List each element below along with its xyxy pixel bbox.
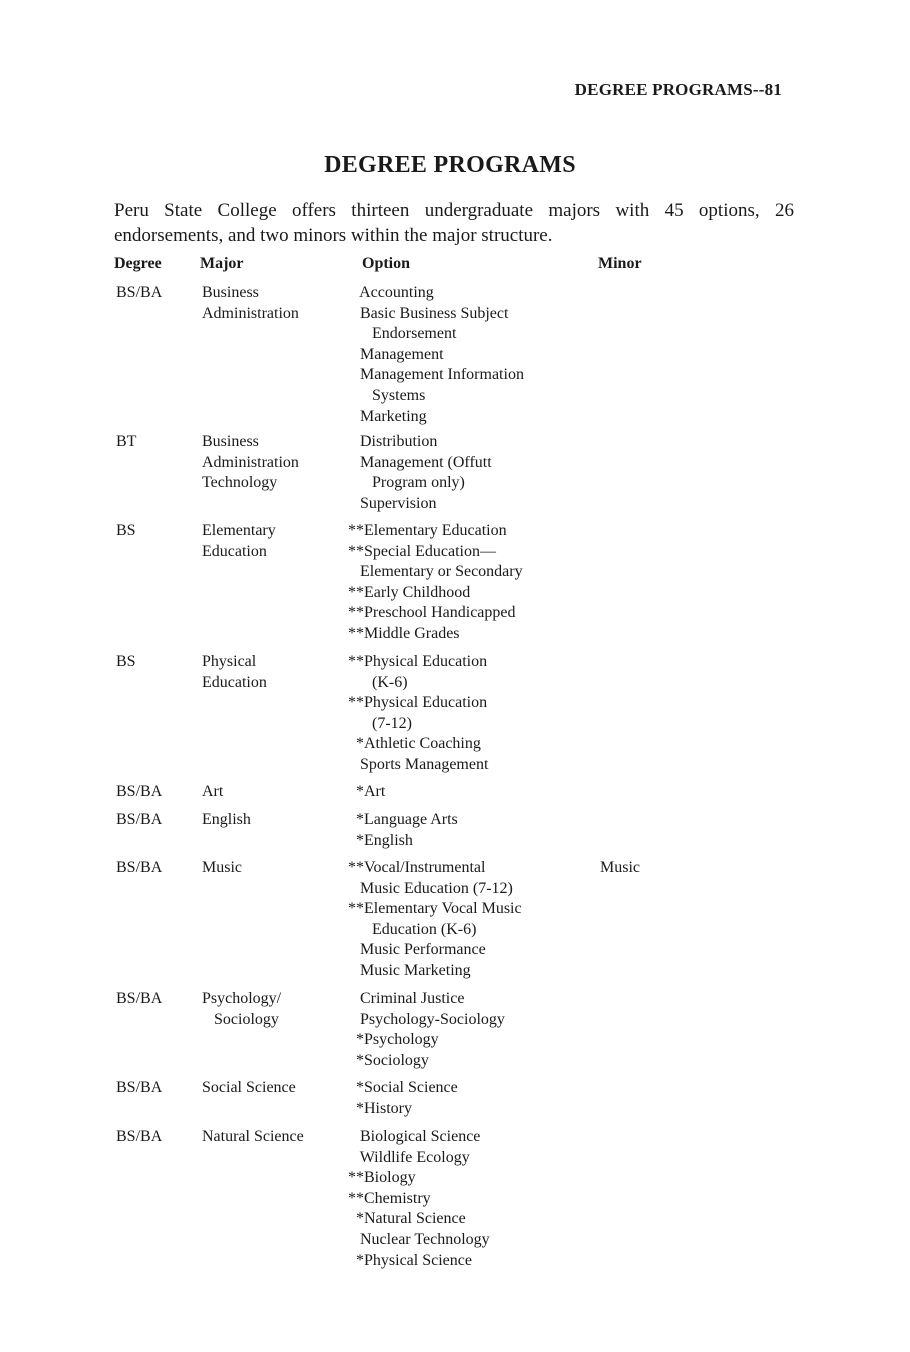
major-line: Technology xyxy=(202,474,278,492)
column-header-minor: Minor xyxy=(598,255,642,272)
major-cell xyxy=(202,432,299,494)
option-line: *Sociology xyxy=(348,1051,429,1069)
major-line: Education xyxy=(202,542,267,560)
minor-cell: Music xyxy=(600,859,640,876)
major-line: Business xyxy=(202,284,259,301)
option-line: **Early Childhood xyxy=(348,583,471,601)
major-line: Sociology xyxy=(202,1010,279,1028)
option-cell xyxy=(348,858,522,982)
major-line: Business xyxy=(202,433,259,450)
option-cell xyxy=(348,989,505,1071)
option-line: *English xyxy=(348,831,413,849)
major-line: Administration xyxy=(202,453,299,471)
degree-cell: BS xyxy=(116,522,136,539)
major-cell xyxy=(202,652,267,693)
option-line: Sports Management xyxy=(348,755,489,773)
major-cell xyxy=(202,810,251,831)
option-line: **Vocal/Instrumental xyxy=(348,859,486,876)
degree-cell: BS/BA xyxy=(116,284,163,301)
option-cell xyxy=(348,283,524,427)
option-cell xyxy=(348,810,458,851)
degree-cell: BS/BA xyxy=(116,1079,163,1096)
option-line: Marketing xyxy=(348,407,427,425)
option-cell xyxy=(348,432,492,514)
option-line: Education (K-6) xyxy=(348,920,477,938)
major-line: English xyxy=(202,811,251,828)
major-cell xyxy=(202,858,242,879)
option-line: *Physical Science xyxy=(348,1251,472,1269)
option-line: *Psychology xyxy=(348,1031,439,1049)
major-line: Administration xyxy=(202,304,299,322)
major-cell xyxy=(202,521,276,562)
option-cell xyxy=(348,521,523,645)
major-line: Music xyxy=(202,859,242,876)
column-header-degree: Degree xyxy=(114,255,162,272)
option-line: Accounting xyxy=(348,284,434,301)
option-line: Supervision xyxy=(348,494,437,512)
option-line: (K-6) xyxy=(348,673,408,691)
option-line: **Preschool Handicapped xyxy=(348,604,516,622)
option-line: *Social Science xyxy=(348,1079,458,1096)
option-line: Management (Offutt xyxy=(348,453,492,471)
option-line: **Biology xyxy=(348,1169,416,1187)
option-line: **Physical Education xyxy=(348,653,488,670)
major-line: Psychology/ xyxy=(202,990,282,1007)
option-line: Music Marketing xyxy=(348,961,471,979)
option-line: Music Performance xyxy=(348,941,486,959)
option-line: Management xyxy=(348,345,444,363)
option-line: **Elementary Vocal Music xyxy=(348,900,522,918)
option-line: Basic Business Subject xyxy=(348,304,509,322)
option-line: **Chemistry xyxy=(348,1189,431,1207)
major-cell xyxy=(202,1078,296,1099)
degree-cell: BS/BA xyxy=(116,1128,163,1145)
major-line: Education xyxy=(202,673,267,691)
option-line: *Language Arts xyxy=(348,811,458,828)
degree-cell: BS/BA xyxy=(116,859,163,876)
option-line: Psychology-Sociology xyxy=(348,1010,505,1028)
major-cell xyxy=(202,283,299,324)
option-line: Criminal Justice xyxy=(348,990,465,1007)
degree-cell: BS/BA xyxy=(116,811,163,828)
option-line: *Athletic Coaching xyxy=(348,735,481,753)
option-line: **Physical Education xyxy=(348,694,488,712)
option-line: Biological Science xyxy=(348,1128,481,1145)
major-line: Physical xyxy=(202,653,257,670)
option-line: Wildlife Ecology xyxy=(348,1148,470,1166)
option-line: Endorsement xyxy=(348,325,457,343)
option-line: **Elementary Education xyxy=(348,522,507,539)
option-cell xyxy=(348,1127,490,1271)
option-line: **Middle Grades xyxy=(348,624,460,642)
option-line: Program only) xyxy=(348,474,465,492)
major-line: Social Science xyxy=(202,1079,296,1096)
option-line: Music Education (7-12) xyxy=(348,879,513,897)
option-line: Systems xyxy=(348,386,426,404)
major-cell xyxy=(202,989,281,1030)
major-cell xyxy=(202,782,223,803)
running-head: DEGREE PROGRAMS--81 xyxy=(574,80,782,99)
option-line: Management Information xyxy=(348,366,524,384)
option-line: (7-12) xyxy=(348,714,412,732)
page-title: DEGREE PROGRAMS xyxy=(324,152,576,178)
major-cell xyxy=(202,1127,304,1148)
degree-cell: BS/BA xyxy=(116,783,163,800)
option-line: Nuclear Technology xyxy=(348,1230,490,1248)
option-cell xyxy=(348,1078,458,1119)
option-cell xyxy=(348,782,385,803)
intro-paragraph: Peru State College offers thirteen undergraduate majors with 45 options, 26 endorsements, and two minors within the major structure. xyxy=(114,200,794,246)
option-line: **Special Education— xyxy=(348,542,496,560)
option-line: *Art xyxy=(348,783,386,800)
column-header-option: Option xyxy=(362,255,411,272)
column-header-major: Major xyxy=(200,255,244,272)
option-cell xyxy=(348,652,488,776)
degree-cell: BS/BA xyxy=(116,990,163,1007)
major-line: Natural Science xyxy=(202,1128,304,1145)
option-line: *Natural Science xyxy=(348,1210,466,1228)
degree-cell: BT xyxy=(116,433,137,450)
option-line: Distribution xyxy=(348,433,438,450)
degree-cell: BS xyxy=(116,653,136,670)
major-line: Elementary xyxy=(202,522,276,539)
option-line: Elementary or Secondary xyxy=(348,563,523,581)
major-line: Art xyxy=(202,783,224,800)
option-line: *History xyxy=(348,1099,412,1117)
